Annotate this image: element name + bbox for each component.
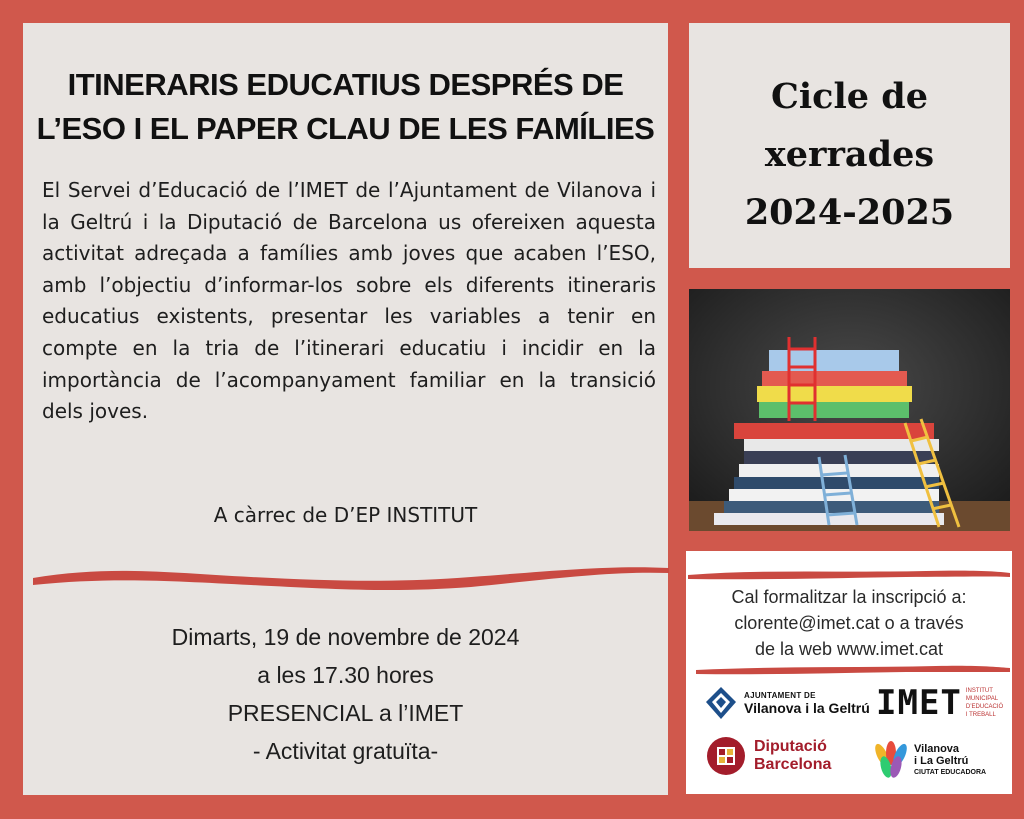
series-panel [689,23,1010,268]
imet-sub-2: MUNICIPAL [965,696,999,702]
decorative-wave-divider [31,543,671,593]
registration-info [686,584,1012,662]
main-info-panel [23,23,668,795]
imet-sub-1: INSTITUT [965,688,993,694]
vng-line-2: i La Geltrú [914,755,969,767]
vng-line-1: Vilanova [914,743,960,755]
event-date: Dimarts, 19 de novembre de 2024 [171,624,520,650]
books-ladders-illustration [689,289,1010,531]
ajuntament-logo [704,685,870,721]
diputacio-logo [706,736,831,776]
registration-line-3[interactable]: de la web www.imet.cat [754,639,944,659]
imet-mark: IMET [876,683,962,723]
books-photo [689,289,1010,531]
ajuntament-name: Vilanova i la Geltrú [744,699,870,716]
event-time: a les 17.30 hores [257,662,434,688]
imet-sub-3: D’EDUCACIÓ [965,704,1004,710]
registration-line-1: Cal formalitzar la inscripció a: [731,587,967,607]
diputacio-line-1: Diputació [754,738,827,755]
diputacio-seal-icon [706,736,746,776]
ciutat-educadora-hands-icon [872,741,910,781]
event-location: PRESENCIAL a l’IMET [227,700,464,726]
event-title [23,63,668,151]
diputacio-line-2: Barcelona [754,756,832,773]
series-heading [689,68,1010,242]
event-description: El Servei d’Educació de l’IMET de l’Ajuntament de Vilanova i la Geltrú i la Diputació de Barcelona us ofereixen aquesta activitat adreçada a famílies amb joves que acaben l’ESO, amb l’objectiu d’informar-los sobre els diferents itineraris educatius existents, presentar les variables a tenir en compte en la tria de l’itinerari educatiu i incidir en la importància de l’acompanyament familiar en la transició dels joves. [42,178,656,424]
title-line-2: L’ESO I EL PAPER CLAU DE LES FAMÍLIES [36,111,655,146]
series-line-2: xerrades [764,134,935,175]
imet-logo [876,683,1003,723]
registration-line-2[interactable]: clorente@imet.cat o a través [734,613,964,633]
ajuntament-small-label: AJUNTAMENT DE [744,690,816,700]
presenter-text: A càrrec de D’EP INSTITUT [213,503,478,527]
title-line-1: ITINERARIS EDUCATIUS DESPRÉS DE [67,67,624,102]
event-price: - Activitat gratuïta- [252,738,439,764]
series-line-3: 2024-2025 [744,192,955,233]
event-details [23,618,668,770]
series-line-1: Cicle de [771,76,928,117]
decorative-wave-top [686,565,1012,583]
ciutat-educadora-logo [872,741,986,781]
imet-sub-4: I TREBALL [965,712,996,718]
registration-panel [686,551,1012,794]
ajuntament-shield-icon [704,685,738,721]
vng-line-3: CIUTAT EDUCADORA [914,769,987,776]
decorative-wave-bottom [686,662,1012,678]
